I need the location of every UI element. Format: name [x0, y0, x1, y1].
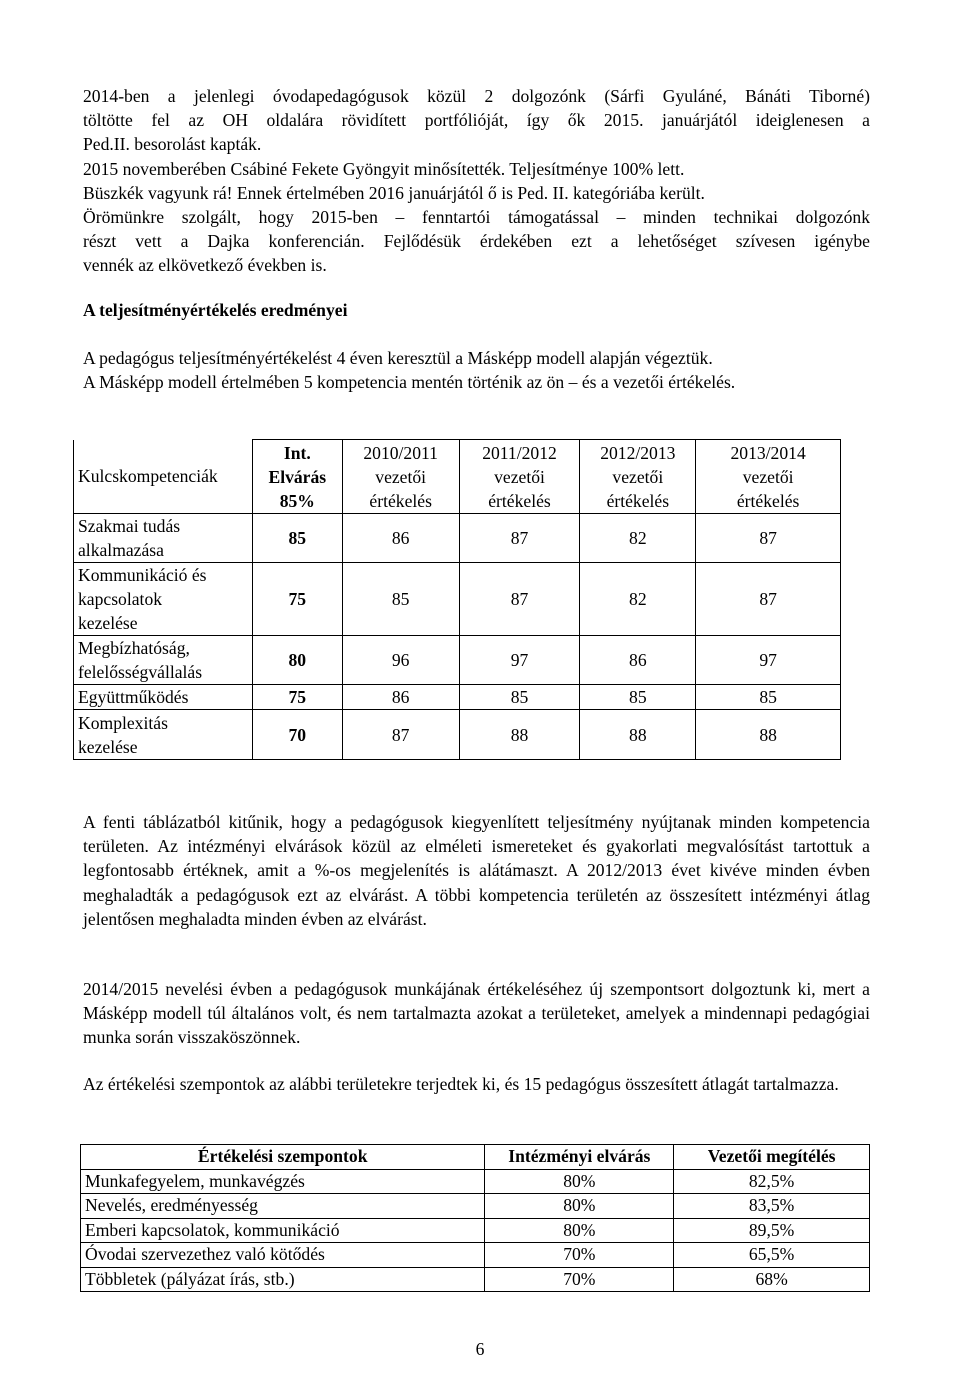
score-cell: 86	[342, 514, 459, 563]
criteria-intro: Az értékelési szempontok az alábbi területekre terjedtek ki, és 15 pedagógus összesített átlagát tartalmazza.	[83, 1074, 839, 1094]
expected-value: 70	[252, 710, 342, 760]
expected-value: 75	[252, 563, 342, 636]
year-header	[342, 440, 459, 514]
table-row	[74, 563, 841, 636]
competence-label	[74, 514, 253, 563]
criteria-label: Óvodai szervezethez való kötődés	[81, 1243, 485, 1268]
score-cell: 87	[342, 710, 459, 760]
criteria-expected: 80%	[485, 1169, 674, 1194]
score-cell: 85	[459, 685, 580, 710]
year-label: 2011/2012	[482, 442, 557, 463]
score-cell: 97	[696, 636, 841, 685]
intro-paragraph	[83, 84, 870, 278]
table-row	[74, 514, 841, 563]
criteria-rating: 83,5%	[674, 1194, 870, 1219]
expected-header-line: Elvárás	[268, 466, 327, 487]
conclusion-paragraph: A fenti táblázatból kitűnik, hogy a pedagógusok kiegyenlített teljesítmény nyújtanak minden kompetencia területen. Az intézményi elvárások közül az elméleti ismereteket és gyakorlati megvalósítást tartottuk a legfontosabb értéknek, amit a %-os megjelenítés is alátámaszt. A 2012/2013 évet kivéve minden évben meghaladták a pedagógusok ezt az elvárást. A többi kompetencia területén az összesített intézményi átlag jelentősen meghaladta minden évben az elvárást.	[83, 812, 870, 929]
table-row	[74, 710, 841, 760]
year-sub: vezetői	[612, 466, 664, 487]
section-heading: A teljesítményértékelés eredményei	[83, 300, 348, 320]
score-cell: 87	[459, 563, 580, 636]
year-sub: vezetői	[494, 466, 545, 487]
page-number: 6	[475, 1339, 485, 1359]
score-cell: 96	[342, 636, 459, 685]
criteria-rating: 68%	[674, 1267, 870, 1292]
intro-line: töltötte fel az OH oldalára rövidített portfólióját, így ők 2015. januárjától ideiglenesen a	[83, 110, 870, 131]
criteria-label: Nevelés, eredményesség	[81, 1194, 485, 1219]
score-cell: 88	[459, 710, 580, 760]
expected-header-line: 85%	[279, 490, 315, 511]
year-sub: vezetői	[742, 466, 794, 487]
expected-value: 85	[252, 514, 342, 563]
score-cell: 85	[580, 685, 696, 710]
section-intro-line: A pedagógus teljesítményértékelést 4 éven keresztül a Másképp modell alapján végeztük.	[83, 348, 713, 368]
year-label: 2013/2014	[730, 442, 806, 463]
expected-value: 80	[252, 636, 342, 685]
score-cell: 82	[580, 563, 696, 636]
table-row	[81, 1218, 870, 1243]
criteria-header-row	[81, 1145, 870, 1170]
score-cell: 86	[342, 685, 459, 710]
year-header	[580, 440, 696, 514]
criteria-label: Emberi kapcsolatok, kommunikáció	[81, 1218, 485, 1243]
competence-label-line: Komplexitás	[78, 712, 168, 733]
criteria-expected: 80%	[485, 1194, 674, 1219]
competence-label	[74, 563, 253, 636]
criteria-label: Többletek (pályázat írás, stb.)	[81, 1267, 485, 1292]
competence-label-line: Megbízhatóság,	[78, 638, 190, 658]
criteria-rating: 65,5%	[674, 1243, 870, 1268]
competence-header-row	[74, 440, 841, 514]
competence-label-line: kezelése	[78, 613, 138, 633]
competence-label: Együttműködés	[74, 685, 253, 710]
intro-line: Ped.II. besorolást kapták.	[83, 134, 262, 155]
paragraph-2014: 2014/2015 nevelési évben a pedagógusok munkájának értékeléséhez új szempontsort dolgoztunk ki, mert a Másképp modell túl általános volt, és nem tartalmazta azokat a területeket, amelyek a mindennapi pedagógiai munka során visszaköszönnek.	[83, 979, 870, 1048]
year-label: 2010/2011	[363, 442, 438, 463]
intro-line: Büszkék vagyunk rá! Ennek értelmében 2016 januárjától ő is Ped. II. kategóriába került.	[83, 182, 705, 203]
year-sub: értékelés	[736, 490, 800, 511]
table-row	[81, 1169, 870, 1194]
table-row	[74, 636, 841, 685]
expected-value: 75	[252, 685, 342, 710]
year-header	[459, 440, 580, 514]
score-cell: 87	[459, 514, 580, 563]
criteria-expected: 80%	[485, 1218, 674, 1243]
table-row	[81, 1267, 870, 1292]
competence-label-line: kezelése	[78, 736, 138, 757]
competence-label-line: Kommunikáció és	[78, 565, 207, 585]
year-sub: vezetői	[375, 466, 427, 487]
table-row	[81, 1243, 870, 1268]
section-intro	[83, 346, 870, 394]
score-cell: 85	[342, 563, 459, 636]
score-cell: 87	[696, 514, 841, 563]
competence-label-line: felelősségvállalás	[78, 662, 203, 682]
score-cell: 85	[696, 685, 841, 710]
score-cell: 82	[580, 514, 696, 563]
criteria-header: Intézményi elvárás	[485, 1145, 674, 1170]
competence-label-word: Szakmai tudás	[78, 516, 181, 536]
year-label: 2012/2013	[600, 442, 676, 463]
expected-header	[252, 440, 342, 514]
intro-line: 2015 novemberében Csábiné Fekete Gyöngyit minősítették. Teljesítménye 100% lett.	[83, 158, 685, 179]
table-row	[74, 685, 841, 710]
score-cell: 97	[459, 636, 580, 685]
score-cell: 87	[696, 563, 841, 636]
expected-header-line: Int.	[283, 442, 311, 463]
competence-header-label: Kulcskompetenciák	[74, 440, 253, 514]
table-row	[81, 1194, 870, 1219]
score-cell: 88	[696, 710, 841, 760]
year-sub: értékelés	[606, 490, 670, 511]
criteria-rating: 89,5%	[674, 1218, 870, 1243]
competence-table	[73, 439, 841, 760]
criteria-header: Vezetői megítélés	[674, 1145, 870, 1170]
year-sub: értékelés	[488, 490, 551, 511]
competence-label	[74, 710, 253, 760]
criteria-rating: 82,5%	[674, 1169, 870, 1194]
criteria-label: Munkafegyelem, munkavégzés	[81, 1169, 485, 1194]
year-sub: értékelés	[369, 490, 432, 511]
score-cell: 88	[580, 710, 696, 760]
year-header	[696, 440, 841, 514]
intro-line: részt vett a Dajka konferencián. Fejlődésük érdekében ezt a lehetőséget szívesen igénybe	[83, 231, 870, 252]
intro-line: Örömünkre szolgált, hogy 2015-ben – fenntartói támogatással – minden technikai dolgozónk	[83, 206, 870, 227]
criteria-table	[80, 1144, 870, 1292]
competence-label	[74, 636, 253, 685]
competence-label-line: kapcsolatok	[78, 589, 163, 609]
competence-label-line: alkalmazása	[78, 540, 164, 560]
criteria-expected: 70%	[485, 1243, 674, 1268]
criteria-header: Értékelési szempontok	[81, 1145, 485, 1170]
criteria-expected: 70%	[485, 1267, 674, 1292]
section-intro-line: A Másképp modell értelmében 5 kompetencia mentén történik az ön – és a vezetői értékelés.	[83, 372, 736, 393]
intro-line: 2014-ben a jelenlegi óvodapedagógusok közül 2 dolgozónk (Sárfi Gyuláné, Bánáti Tiborné)	[83, 86, 870, 106]
intro-line: vennék az elkövetkező években is.	[83, 255, 327, 276]
score-cell: 86	[580, 636, 696, 685]
